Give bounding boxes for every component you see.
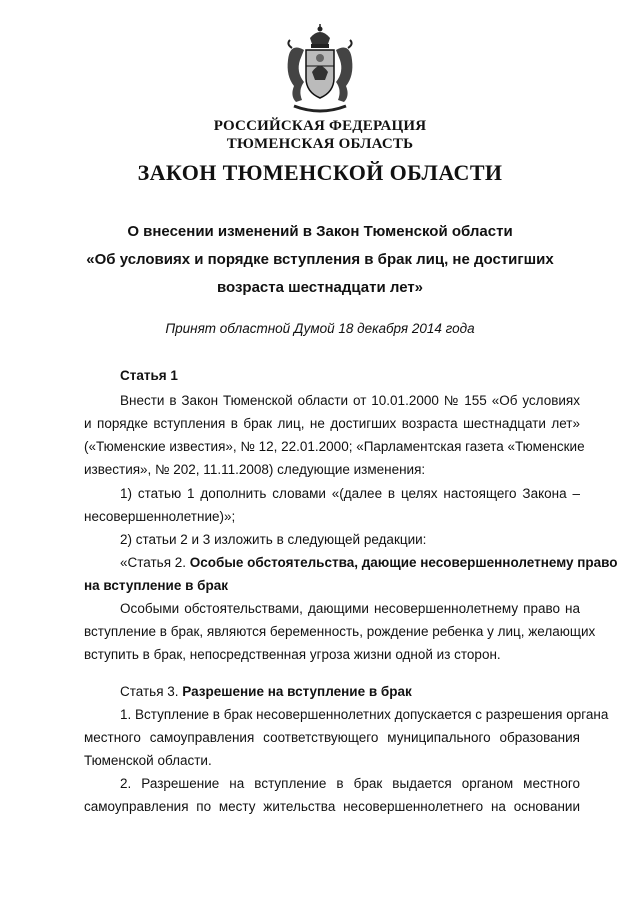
amendment-item-1-line: 1) статью 1 дополнить словами «(далее в целях настоящего Закона – — [120, 486, 580, 501]
article-2-title: Особые обстоятельства, дающие несовершеннолетнему право — [189, 555, 618, 570]
article-2-text-line: Особыми обстоятельствами, дающими несовершеннолетнему право на — [120, 601, 580, 616]
law-subject-line-2: «Об условиях и порядке вступления в брак лиц, не достигших — [86, 251, 554, 268]
amendment-item-2: 2) статьи 2 и 3 изложить в следующей редакции: — [120, 532, 427, 547]
region-title: ТЮМЕНСКАЯ ОБЛАСТЬ — [226, 136, 414, 152]
article-1-text-line: и порядке вступления в брак лиц, не достигших возраста шестнадцати лет» — [84, 416, 580, 431]
federation-title: РОССИЙСКАЯ ФЕДЕРАЦИЯ — [213, 118, 427, 134]
article-3-title: Разрешение на вступление в брак — [182, 684, 412, 699]
article-2-heading — [120, 554, 618, 571]
article-3-part-2-line: 2. Разрешение на вступление в брак выдается органом местного — [120, 776, 580, 791]
article-2-title-continued: на вступление в брак — [84, 578, 229, 593]
article-3-part-1-line: Тюменской области. — [84, 753, 212, 768]
adoption-date: Принят областной Думой 18 декабря 2014 года — [165, 321, 475, 336]
article-3-prefix: Статья 3. — [120, 684, 183, 699]
law-title: ЗАКОН ТЮМЕНСКОЙ ОБЛАСТИ — [137, 160, 503, 185]
article-2-prefix: «Статья 2. — [120, 555, 190, 570]
tyumen-coat-of-arms-icon — [270, 20, 370, 120]
law-subject-line-1: О внесении изменений в Закон Тюменской области — [127, 223, 513, 240]
article-3-part-1-line: 1. Вступление в брак несовершеннолетних допускается с разрешения органа — [120, 707, 609, 722]
amendment-item-1-line: несовершеннолетние)»; — [84, 509, 236, 524]
article-1-text-line: известия», № 202, 11.11.2008) следующие изменения: — [84, 462, 426, 477]
article-3-part-2-line: самоуправления по месту жительства несовершеннолетнего на основании — [84, 799, 580, 814]
law-subject-line-3: возраста шестнадцати лет» — [216, 279, 424, 296]
article-1-text-line: Внести в Закон Тюменской области от 10.01.2000 № 155 «Об условиях — [120, 393, 580, 408]
article-3-heading — [120, 683, 580, 700]
article-1-text-line: («Тюменские известия», № 12, 22.01.2000; «Парламентская газета «Тюменские — [84, 439, 585, 454]
article-3-part-1-line: местного самоуправления соответствующего муниципального образования — [84, 730, 580, 745]
article-2-text-line: вступить в брак, непосредственная угроза жизни одной из сторон. — [84, 647, 501, 662]
article-1-heading: Статья 1 — [120, 368, 178, 383]
article-2-text-line: вступление в брак, являются беременность, рождение ребенка у лиц, желающих — [84, 624, 596, 639]
